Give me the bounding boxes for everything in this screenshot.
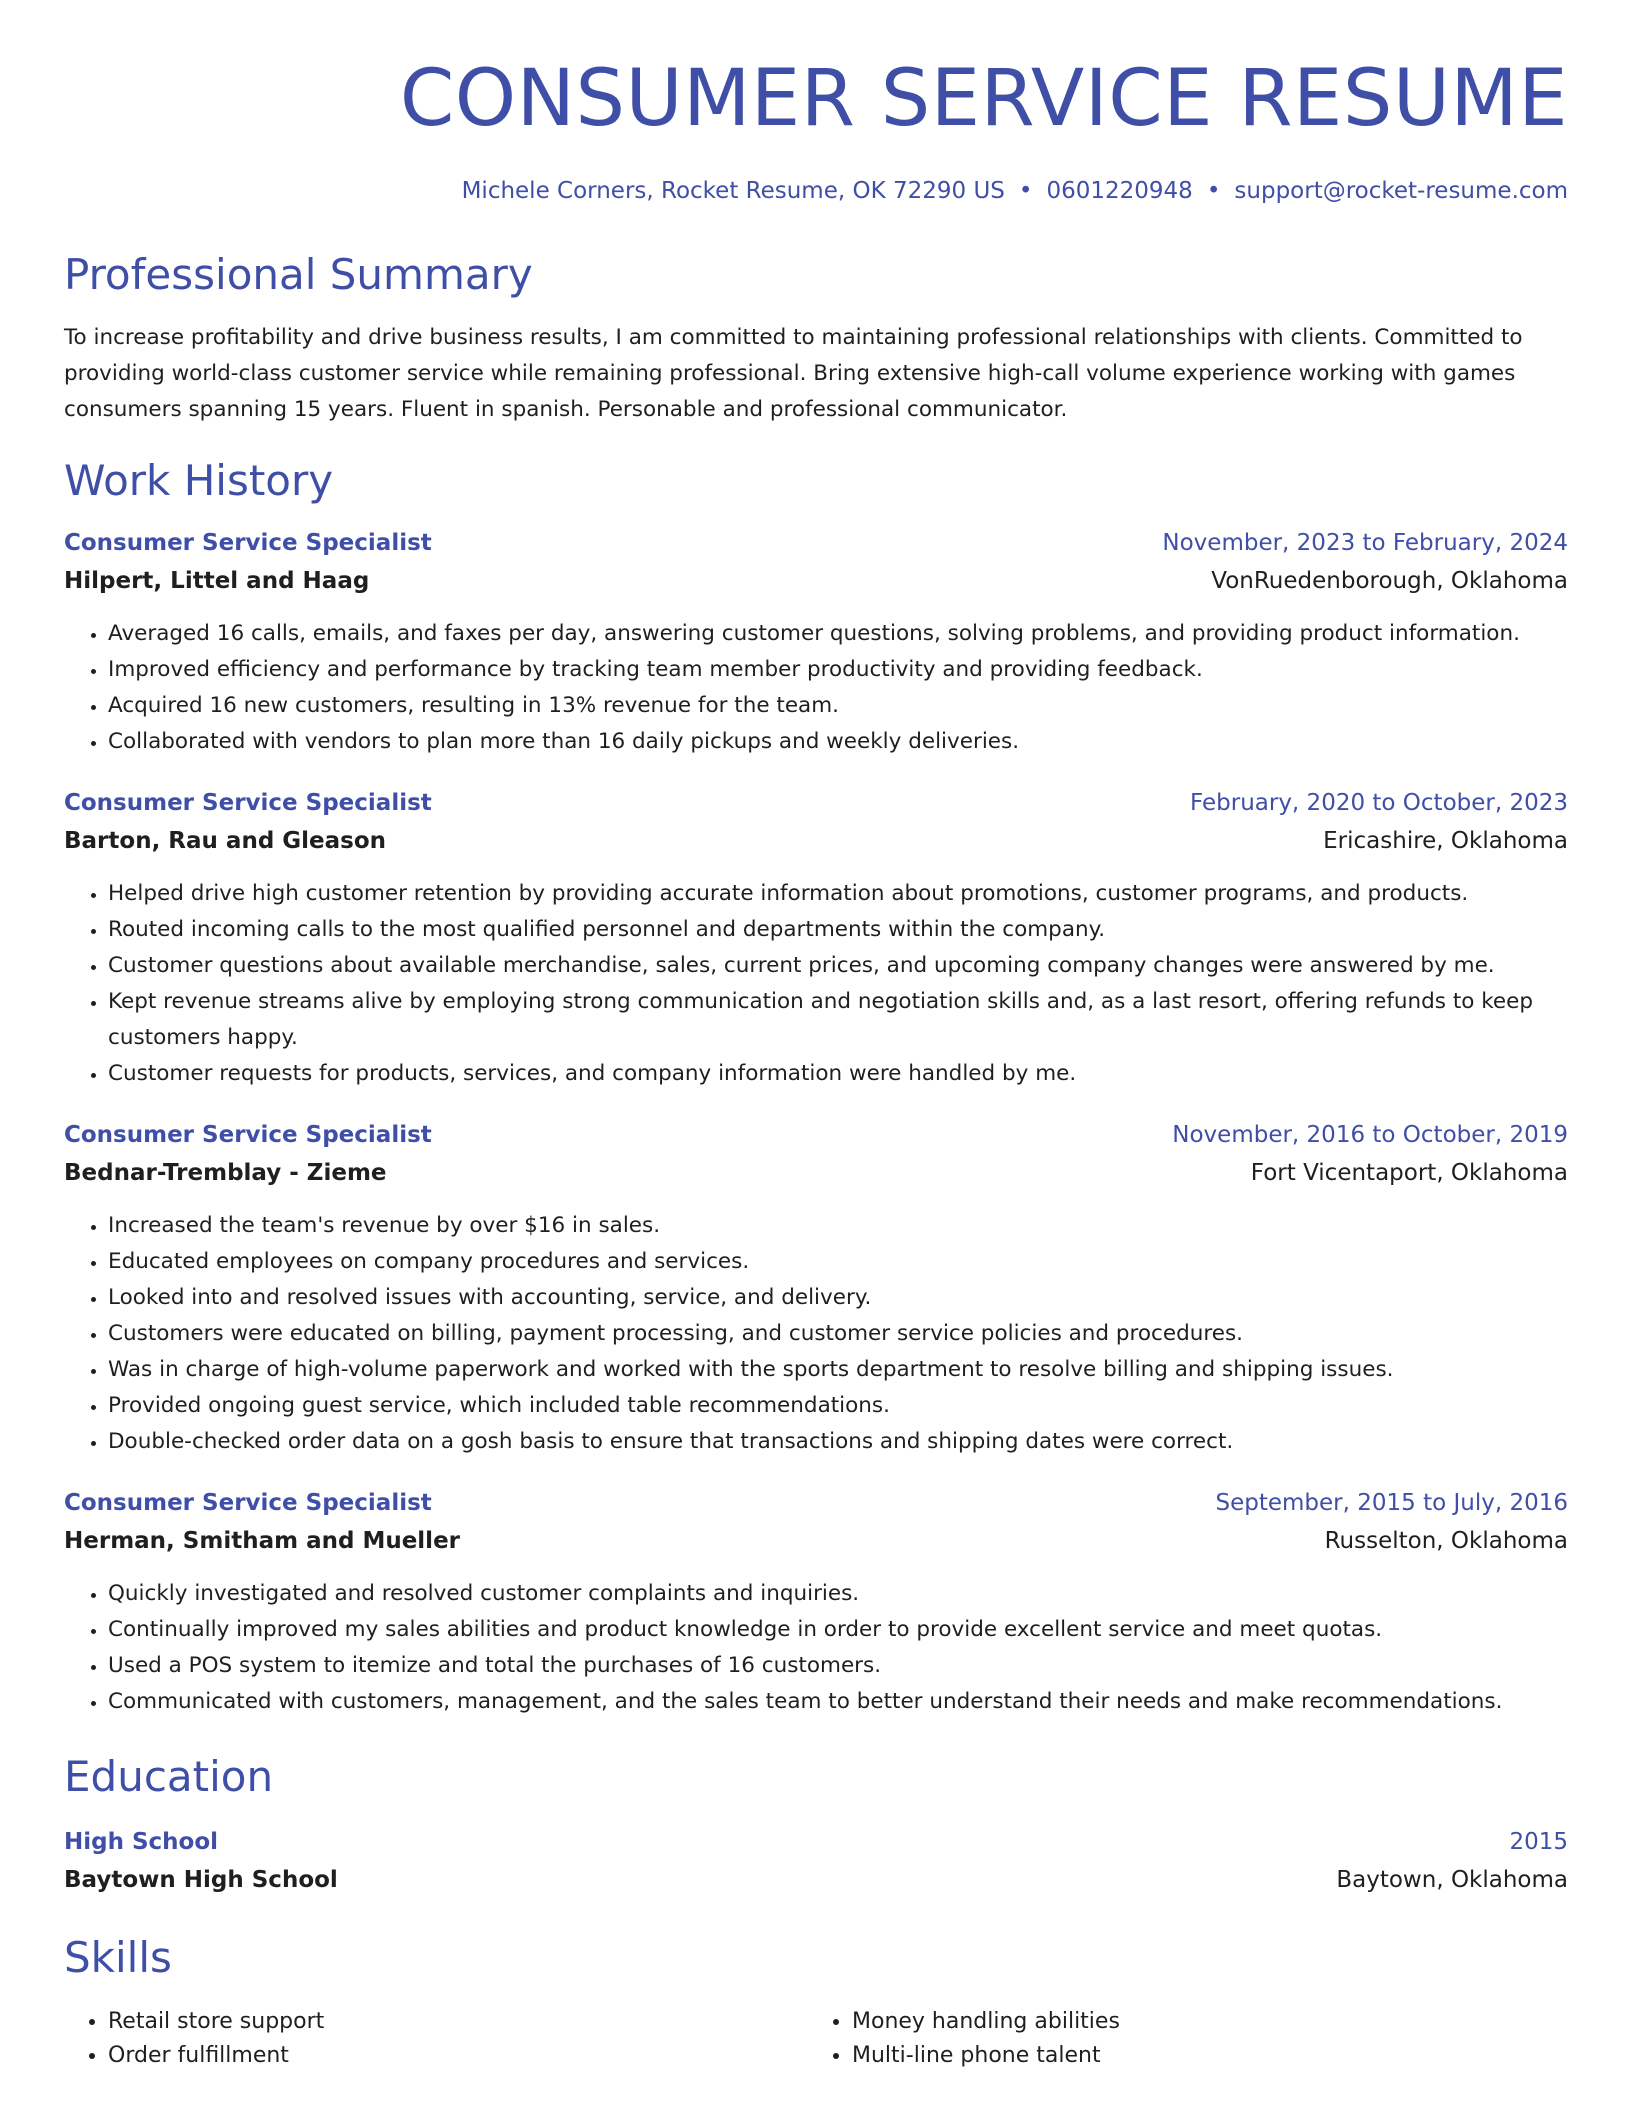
job-company-row: [64, 1160, 1568, 1186]
contact-separator: •: [1018, 178, 1033, 204]
summary-heading: Professional Summary: [64, 250, 533, 299]
education-year: 2015: [1509, 1828, 1568, 1855]
skill-item: • Money handling abilities: [852, 2005, 1552, 2039]
job-title: Consumer Service Specialist: [64, 1490, 432, 1517]
job-bullet-item: • Acquired 16 new customers, resulting in 13% revenue for the team.: [108, 688, 1568, 724]
contact-email[interactable]: support@rocket-resume.com: [1234, 178, 1568, 204]
job-bullet-item: • Double-checked order data on a gosh basis to ensure that transactions and shipping dates were correct.: [108, 1424, 1568, 1460]
job-entry: [64, 1490, 1568, 1720]
job-bullet-item: • Customers were educated on billing, payment processing, and customer service policies and procedures.: [108, 1316, 1568, 1352]
job-bullet-item: • Provided ongoing guest service, which included table recommendations.: [108, 1388, 1568, 1424]
job-title: Consumer Service Specialist: [64, 790, 432, 817]
job-title-row: [64, 1122, 1568, 1148]
job-bullet-item: • Customer requests for products, services, and company information were handled by me.: [108, 1056, 1568, 1092]
job-location: Fort Vicentaport, Oklahoma: [1250, 1160, 1568, 1187]
job-location: Russelton, Oklahoma: [1324, 1528, 1568, 1555]
job-company: Bednar-Tremblay - Zieme: [64, 1160, 387, 1187]
job-bullet-item: • Improved efficiency and performance by tracking team member productivity and providing feedback.: [108, 652, 1568, 688]
job-bullet-item: • Quickly investigated and resolved customer complaints and inquiries.: [108, 1576, 1568, 1612]
education-school-row: [64, 1867, 1568, 1893]
education-degree: High School: [64, 1828, 219, 1855]
contact-phone: 0601220948: [1046, 178, 1193, 204]
job-title-row: [64, 1490, 1568, 1516]
job-dates: February, 2020 to October, 2023: [1190, 790, 1568, 817]
contact-line: [64, 178, 1568, 204]
job-bullet-item: • Continually improved my sales abilities and product knowledge in order to provide excellent service and meet quotas.: [108, 1612, 1568, 1648]
job-entry: [64, 530, 1568, 760]
education-school: Baytown High School: [64, 1866, 338, 1893]
job-bullet-item: • Increased the team's revenue by over $16 in sales.: [108, 1208, 1568, 1244]
education-location: Baytown, Oklahoma: [1336, 1866, 1568, 1893]
job-bullet-item: • Was in charge of high-volume paperwork and worked with the sports department to resolve billing and shipping issues.: [108, 1352, 1568, 1388]
job-bullet-item: • Educated employees on company procedures and services.: [108, 1244, 1568, 1280]
skills-column-left: [64, 2005, 808, 2073]
job-title: Consumer Service Specialist: [64, 1122, 432, 1149]
education-degree-row: [64, 1829, 1568, 1855]
skill-item: • Order fulfillment: [108, 2039, 808, 2073]
job-bullet-item: • Used a POS system to itemize and total the purchases of 16 customers.: [108, 1648, 1568, 1684]
job-company-row: [64, 568, 1568, 594]
job-dates: September, 2015 to July, 2016: [1215, 1490, 1568, 1517]
job-entry: [64, 1122, 1568, 1460]
job-entry: [64, 790, 1568, 1092]
skills-list: [64, 2005, 1568, 2073]
job-title-row: [64, 790, 1568, 816]
job-dates: November, 2023 to February, 2024: [1162, 530, 1568, 557]
job-bullets: [64, 876, 1568, 1092]
job-bullet-item: • Helped drive high customer retention by providing accurate information about promotions, customer programs, and products.: [108, 876, 1568, 912]
resume-header: [64, 54, 1568, 204]
job-bullets: [64, 1208, 1568, 1460]
job-bullet-item: • Kept revenue streams alive by employing strong communication and negotiation skills and, as a last resort, offering refunds to keep customers happy.: [108, 984, 1568, 1056]
summary-text: To increase profitability and drive business results, I am committed to maintaining professional relationships with clients. Committed to providing world-class customer service while remaining professional. Bring extensive high-call volume experience working with games consumers spanning 15 years. Fluent in spanish. Personable and professional communicator.: [64, 325, 1523, 423]
job-bullets: [64, 1576, 1568, 1720]
skill-item: • Retail store support: [108, 2005, 808, 2039]
skills-heading: Skills: [64, 1932, 172, 1982]
job-bullet-item: • Communicated with customers, management, and the sales team to better understand their needs and make recommendations.: [108, 1684, 1568, 1720]
job-bullet-item: • Averaged 16 calls, emails, and faxes per day, answering customer questions, solving problems, and providing product information.: [108, 616, 1568, 652]
job-company: Barton, Rau and Gleason: [64, 828, 387, 855]
contact-separator: •: [1206, 178, 1221, 204]
job-company: Herman, Smitham and Mueller: [64, 1528, 461, 1555]
contact-address: Michele Corners, Rocket Resume, OK 72290 US: [461, 178, 1005, 204]
job-location: VonRuedenborough, Oklahoma: [1211, 568, 1568, 595]
work-history-list: [64, 530, 1568, 1720]
skills-column-right: [808, 2005, 1552, 2073]
job-company: Hilpert, Littel and Haag: [64, 568, 370, 595]
job-title: Consumer Service Specialist: [64, 530, 432, 557]
job-location: Ericashire, Oklahoma: [1323, 828, 1568, 855]
job-bullets: [64, 616, 1568, 760]
job-title-row: [64, 530, 1568, 556]
job-company-row: [64, 828, 1568, 854]
job-company-row: [64, 1528, 1568, 1554]
skill-item: • Multi-line phone talent: [852, 2039, 1552, 2073]
job-bullet-item: • Routed incoming calls to the most qualified personnel and departments within the company.: [108, 912, 1568, 948]
education-heading: Education: [64, 1752, 274, 1802]
job-bullet-item: • Looked into and resolved issues with accounting, service, and delivery.: [108, 1280, 1568, 1316]
work-history-heading: Work History: [64, 456, 334, 506]
education-entry: [64, 1829, 1568, 1893]
job-bullet-item: • Customer questions about available merchandise, sales, current prices, and upcoming company changes were answered by me.: [108, 948, 1568, 984]
resume-title: CONSUMER SERVICE RESUME: [399, 54, 1568, 144]
job-dates: November, 2016 to October, 2019: [1172, 1122, 1568, 1149]
job-bullet-item: • Collaborated with vendors to plan more than 16 daily pickups and weekly deliveries.: [108, 724, 1568, 760]
